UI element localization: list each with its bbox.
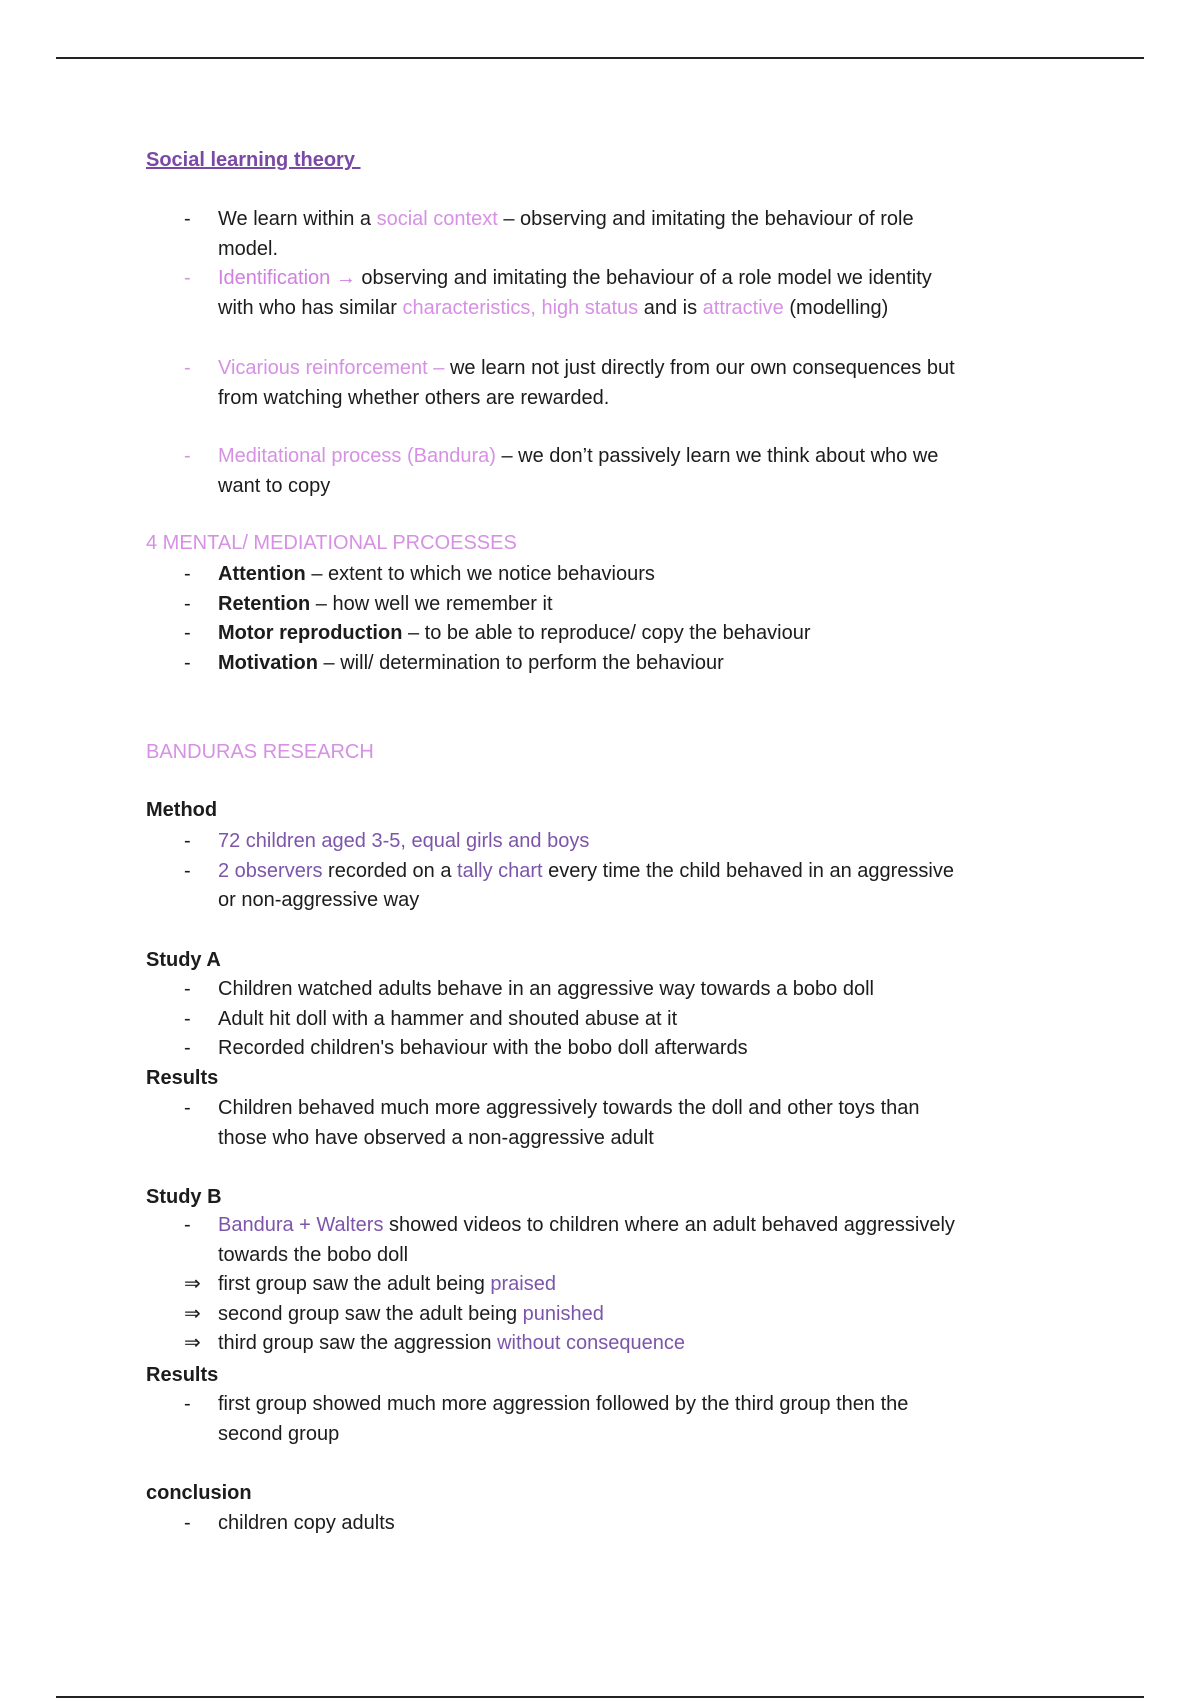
bold-term: Attention bbox=[218, 563, 306, 585]
list-item bbox=[184, 827, 954, 857]
list-item-line bbox=[218, 354, 955, 384]
list-item bbox=[184, 560, 811, 590]
list-item bbox=[184, 975, 874, 1005]
slt-list bbox=[184, 442, 938, 501]
bold-term: Retention bbox=[218, 592, 311, 615]
section-title: Social learning theory bbox=[146, 149, 361, 171]
header-rule bbox=[56, 57, 1144, 59]
text-run: Children watched adults behave in an aggressive way towards a bobo doll bbox=[218, 978, 874, 1000]
key-detail: praised bbox=[490, 1273, 556, 1296]
text-run: children copy adults bbox=[218, 1512, 395, 1534]
list-item-line bbox=[218, 264, 932, 294]
text-run: and is bbox=[638, 296, 703, 319]
list-item-line bbox=[218, 1300, 955, 1330]
list-item bbox=[184, 649, 811, 679]
study-b-label: Study B bbox=[146, 1186, 222, 1208]
bullet-marker: - bbox=[184, 859, 191, 882]
text-run: Children behaved much more aggressively towards the doll and other toys than bbox=[218, 1097, 920, 1119]
list-item-line bbox=[218, 649, 811, 679]
text-run: second group bbox=[218, 1422, 340, 1445]
method-label: Method bbox=[146, 799, 218, 821]
text-run: – to be able to reproduce/ copy the behaviour bbox=[402, 622, 811, 645]
text-run: observing and imitating the behaviour of a role model we identity bbox=[355, 267, 932, 290]
list-item bbox=[184, 1390, 908, 1449]
arrow-marker: ⇒ bbox=[184, 1273, 201, 1296]
list-item-line bbox=[218, 1094, 920, 1124]
bullet-marker: - bbox=[184, 592, 191, 615]
mediational-list bbox=[184, 560, 811, 678]
text-run: want to copy bbox=[218, 474, 331, 497]
section-heading: BANDURAS RESEARCH bbox=[146, 741, 374, 763]
text-run: first group showed much more aggression followed by the third group then the bbox=[218, 1393, 909, 1415]
list-item-line bbox=[218, 472, 938, 502]
text-run: We learn within a bbox=[218, 208, 377, 230]
text-run: with who has similar bbox=[218, 296, 403, 319]
list-item-line bbox=[218, 235, 932, 265]
arrow-marker: ⇒ bbox=[184, 1332, 201, 1355]
text-run: recorded on a bbox=[322, 859, 458, 882]
list-item-line bbox=[218, 442, 938, 472]
list-item bbox=[184, 1329, 955, 1359]
key-detail: without consequence bbox=[497, 1332, 685, 1355]
list-item bbox=[184, 1509, 395, 1539]
list-item-line bbox=[218, 1241, 955, 1271]
bullet-marker: - bbox=[184, 357, 191, 379]
bullet-marker: - bbox=[184, 1214, 191, 1236]
list-item-line bbox=[218, 1329, 955, 1359]
list-item-line bbox=[218, 1509, 395, 1539]
bullet-marker: - bbox=[184, 830, 191, 852]
list-item bbox=[184, 264, 932, 323]
bullet-marker: - bbox=[184, 1037, 191, 1060]
key-detail: 2 observers bbox=[218, 859, 323, 882]
list-item-line bbox=[218, 886, 954, 916]
list-item-line bbox=[218, 827, 954, 857]
list-item bbox=[184, 1270, 955, 1300]
text-run: first group saw the adult being bbox=[218, 1273, 491, 1296]
list-item bbox=[184, 857, 954, 916]
bullet-marker: - bbox=[184, 622, 191, 645]
text-run: Adult hit doll with a hammer and shouted abuse at it bbox=[218, 1007, 678, 1030]
highlight-term: attractive bbox=[702, 296, 784, 319]
text-run: Recorded children's behaviour with the bobo doll afterwards bbox=[218, 1037, 748, 1060]
study-a-label: Study A bbox=[146, 949, 221, 971]
highlight-term: Vicarious reinforcement – bbox=[218, 357, 445, 379]
key-detail: tally chart bbox=[457, 859, 543, 882]
highlight-term: social context bbox=[376, 208, 498, 230]
text-run: those who have observed a non-aggressive adult bbox=[218, 1126, 654, 1149]
text-run: – how well we remember it bbox=[310, 592, 553, 615]
bullet-marker: - bbox=[184, 1097, 191, 1119]
method-list bbox=[184, 827, 954, 916]
footer-rule bbox=[56, 1696, 1144, 1698]
list-item-line bbox=[218, 1124, 920, 1154]
list-item bbox=[184, 354, 955, 413]
bullet-marker: - bbox=[184, 1007, 191, 1030]
bullet-marker: - bbox=[184, 445, 191, 467]
text-run: second group saw the adult being bbox=[218, 1302, 523, 1325]
list-item-line bbox=[218, 1390, 908, 1420]
bold-term: Motor reproduction bbox=[218, 622, 403, 645]
text-run: every time the child behaved in an aggressive bbox=[542, 859, 954, 882]
text-run: – will/ determination to perform the behaviour bbox=[318, 651, 724, 674]
key-detail: punished bbox=[522, 1302, 604, 1325]
key-detail: Bandura + Walters bbox=[218, 1214, 384, 1236]
slt-list bbox=[184, 354, 955, 413]
study-a-results-list bbox=[184, 1094, 920, 1153]
list-item bbox=[184, 442, 938, 501]
text-run: from watching whether others are rewarded. bbox=[218, 386, 610, 409]
list-item-line bbox=[218, 384, 955, 414]
list-item bbox=[184, 1211, 955, 1270]
text-run: – we don’t passively learn we think about who we bbox=[495, 445, 939, 467]
bold-term: Motivation bbox=[218, 651, 318, 674]
list-item-line bbox=[218, 205, 932, 235]
text-run: or non-aggressive way bbox=[218, 889, 420, 912]
study-b-results-list bbox=[184, 1390, 908, 1449]
slt-list bbox=[184, 205, 932, 323]
study-b-list bbox=[184, 1211, 955, 1359]
list-item-line bbox=[218, 619, 811, 649]
list-item bbox=[184, 1094, 920, 1153]
bullet-marker: - bbox=[184, 267, 191, 290]
conclusion-list bbox=[184, 1509, 395, 1539]
list-item bbox=[184, 1300, 955, 1330]
highlight-term: Meditational process (Bandura) bbox=[218, 445, 496, 467]
list-item-line bbox=[218, 1420, 908, 1450]
text-run: – observing and imitating the behaviour of role bbox=[497, 208, 914, 230]
text-run: third group saw the aggression bbox=[218, 1332, 498, 1355]
list-item bbox=[184, 1034, 874, 1064]
conclusion-label: conclusion bbox=[146, 1482, 252, 1504]
list-item-line bbox=[218, 1211, 955, 1241]
highlight-term: characteristics, high status bbox=[402, 296, 639, 319]
bullet-marker: - bbox=[184, 208, 191, 230]
bullet-marker: - bbox=[184, 1512, 191, 1534]
list-item-line bbox=[218, 590, 811, 620]
text-run: (modelling) bbox=[783, 296, 889, 319]
text-run: towards the bobo doll bbox=[218, 1243, 409, 1266]
list-item bbox=[184, 205, 932, 264]
list-item-line bbox=[218, 857, 954, 887]
bullet-marker: - bbox=[184, 563, 191, 585]
list-item-line bbox=[218, 1034, 874, 1064]
list-item bbox=[184, 619, 811, 649]
text-run: we learn not just directly from our own consequences but bbox=[444, 357, 955, 379]
results-label: Results bbox=[146, 1067, 219, 1089]
bullet-marker: - bbox=[184, 978, 191, 1000]
study-a-list bbox=[184, 975, 874, 1064]
list-item bbox=[184, 1005, 874, 1035]
bullet-marker: - bbox=[184, 651, 191, 674]
list-item-line bbox=[218, 294, 932, 324]
text-run: showed videos to children where an adult behaved aggressively bbox=[383, 1214, 955, 1236]
list-item-line bbox=[218, 1005, 874, 1035]
text-run: model. bbox=[218, 237, 279, 260]
key-detail: 72 children aged 3-5, equal girls and boys bbox=[218, 830, 590, 852]
list-item-line bbox=[218, 1270, 955, 1300]
results-label: Results bbox=[146, 1364, 219, 1386]
list-item bbox=[184, 590, 811, 620]
text-run: – extent to which we notice behaviours bbox=[305, 563, 655, 585]
arrow-marker: ⇒ bbox=[184, 1302, 201, 1325]
list-item-line bbox=[218, 560, 811, 590]
section-heading: 4 MENTAL/ MEDIATIONAL PRCOESSES bbox=[146, 532, 517, 554]
highlight-term: Identification → bbox=[218, 267, 356, 290]
bullet-marker: - bbox=[184, 1393, 191, 1415]
list-item-line bbox=[218, 975, 874, 1005]
